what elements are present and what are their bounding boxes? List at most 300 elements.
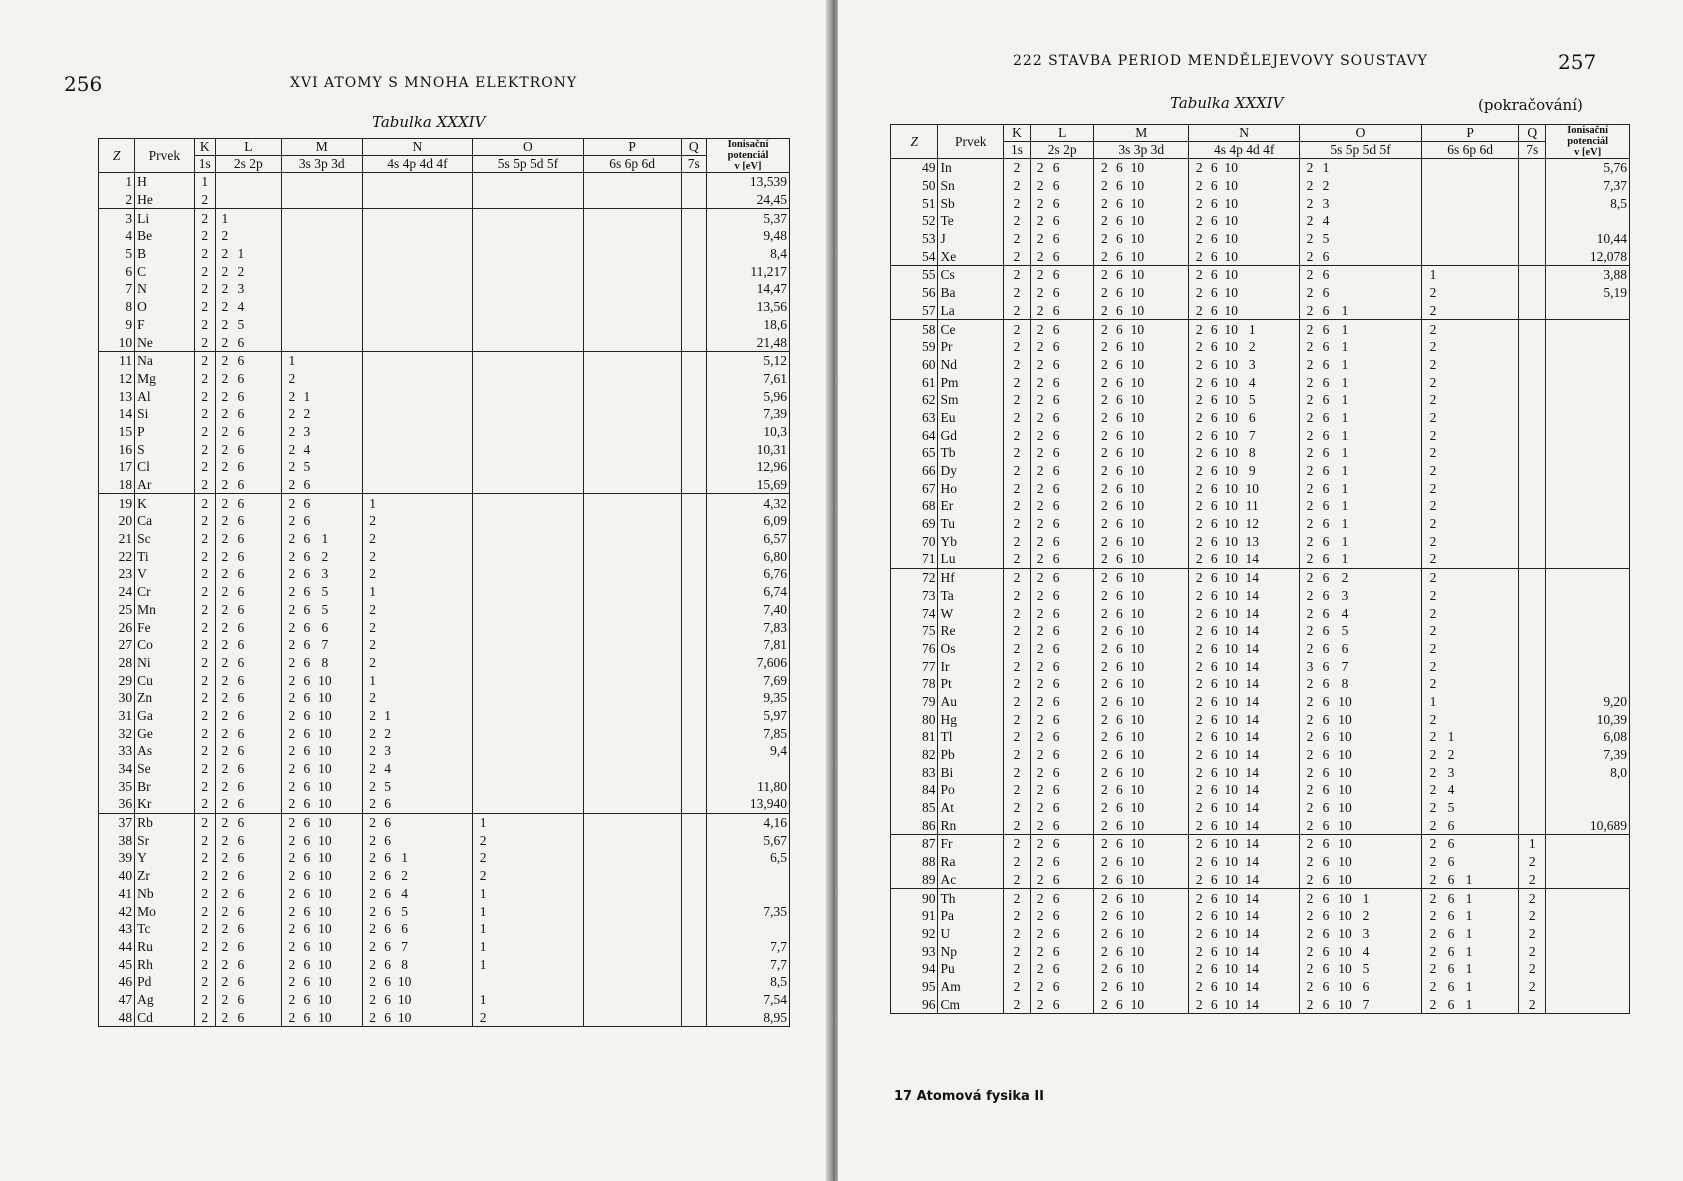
- subshell-count: 2: [221, 850, 229, 866]
- subshell-count: 2: [1306, 925, 1314, 941]
- shell-group: [215, 530, 281, 548]
- subshell-count: 2: [1429, 339, 1437, 355]
- subshell-count: 2: [1100, 302, 1108, 318]
- subshell-count: 2: [221, 246, 229, 262]
- subshell-count: 2: [1100, 605, 1108, 621]
- shell-group: [362, 618, 473, 636]
- shell-group: [1300, 693, 1422, 711]
- table-row: [891, 995, 1630, 1013]
- element-symbol: O: [135, 298, 195, 316]
- subshell-count: 2: [369, 601, 376, 617]
- element-symbol: He: [135, 191, 195, 209]
- subshell-count: 2: [479, 868, 487, 884]
- shell-group: [473, 849, 584, 867]
- shell-group: [1300, 781, 1422, 799]
- element-symbol: S: [135, 440, 195, 458]
- subshell-count: 10: [318, 796, 332, 812]
- subshell-count: 2: [401, 868, 408, 884]
- shell-group: [215, 902, 281, 920]
- shell-group: [215, 955, 281, 973]
- subshell-count: 2: [1306, 587, 1314, 603]
- shell-group: [1094, 194, 1189, 212]
- subshell-count: 6: [1447, 908, 1455, 924]
- subshell-count: 10: [1130, 729, 1145, 745]
- subshell-count: 3: [1306, 658, 1314, 674]
- subshell-count: 6: [384, 815, 391, 831]
- table-row: [891, 728, 1630, 746]
- shell-group: [473, 423, 584, 441]
- subshell-count: 2: [1429, 747, 1437, 763]
- shell-group: [1422, 853, 1519, 871]
- atomic-number: 69: [891, 515, 938, 533]
- subshell-count: 10: [1224, 427, 1239, 443]
- subshell-count: 2: [1195, 427, 1203, 443]
- shell-count: [681, 920, 707, 938]
- subshell-count: 6: [1322, 890, 1330, 906]
- ion-label-2: potenciál: [727, 150, 769, 161]
- subshell-count: 10: [318, 1009, 332, 1025]
- shell-group: [215, 973, 281, 991]
- shell-group: [1300, 587, 1422, 605]
- table-row: [99, 671, 790, 689]
- subshell-count: 2: [221, 406, 229, 422]
- subshell-count: 1: [1341, 392, 1349, 408]
- atomic-number: 66: [891, 462, 938, 480]
- ionization-potential: [707, 760, 790, 778]
- subshell-count: 6: [237, 974, 245, 990]
- shell-group: [1031, 835, 1094, 853]
- shell-group: [1300, 302, 1422, 320]
- subshell-count: 1: [479, 991, 487, 1007]
- subshell-count: 1: [1341, 339, 1349, 355]
- subshell-count: 6: [303, 725, 311, 741]
- subshell-count: 6: [1052, 623, 1060, 639]
- subshell-count: 6: [1115, 267, 1123, 283]
- subshell-count: 5: [1322, 231, 1330, 247]
- subshell-count: 1: [1341, 321, 1349, 337]
- shell-group: [362, 245, 473, 263]
- subshell-count: 2: [369, 974, 376, 990]
- subshell-count: 10: [1130, 890, 1145, 906]
- shell-group: [1422, 320, 1519, 338]
- shell-group: [1300, 871, 1422, 889]
- subshell-count: 10: [318, 885, 332, 901]
- subshell-count: 2: [1306, 943, 1314, 959]
- ionization-potential: [1546, 853, 1630, 871]
- subshell-count: 6: [1052, 676, 1060, 692]
- subshell-count: 2: [1100, 321, 1108, 337]
- shell-group: [473, 583, 584, 601]
- shell-group: [1189, 497, 1300, 515]
- subshell-count: 2: [221, 654, 229, 670]
- subshell-count: 6: [1322, 605, 1330, 621]
- subshell-count: 6: [1322, 729, 1330, 745]
- shell-count: [681, 831, 707, 849]
- subshell-count: 2: [1306, 623, 1314, 639]
- shell-count: [681, 671, 707, 689]
- shell-group: [583, 440, 681, 458]
- subshell-count: 6: [1322, 747, 1330, 763]
- subshell-count: 2: [1036, 587, 1044, 603]
- subshell-count: 2: [1195, 854, 1203, 870]
- table-row: [891, 693, 1630, 711]
- table-row: [891, 925, 1630, 943]
- subshell-count: 5: [237, 316, 245, 332]
- subshell-count: 6: [1115, 605, 1123, 621]
- shell-group: [281, 601, 362, 619]
- shell-group: [1300, 816, 1422, 834]
- subshell-count: 2: [221, 938, 229, 954]
- subshell-count: 2: [369, 938, 376, 954]
- shell-group: [583, 298, 681, 316]
- subshell-count: 6: [1210, 427, 1218, 443]
- ionization-potential: [1546, 426, 1630, 444]
- shell-group: [281, 245, 362, 263]
- shell-group: [473, 262, 584, 280]
- subshell-count: 10: [1130, 961, 1145, 977]
- shell-count: 2: [1519, 960, 1546, 978]
- shell-group: [583, 530, 681, 548]
- subshell-count: 2: [1195, 711, 1203, 727]
- shell-count: 2: [1003, 391, 1030, 409]
- table-row: [891, 302, 1630, 320]
- subshell-count: 6: [1052, 213, 1060, 229]
- shell-count: 2: [1003, 587, 1030, 605]
- subshell-count: 6: [1210, 658, 1218, 674]
- subshell-count: 10: [1130, 427, 1145, 443]
- subshell-count: 2: [1306, 961, 1314, 977]
- shell-group: [281, 849, 362, 867]
- shell-group: [1094, 426, 1189, 444]
- shell-group: [362, 440, 473, 458]
- continued-note: (pokračování): [1478, 96, 1583, 114]
- subshell-count: 6: [1210, 248, 1218, 264]
- subshell-count: 10: [1224, 800, 1239, 816]
- table-row: [99, 760, 790, 778]
- element-symbol: Ni: [135, 654, 195, 672]
- shell-count: [1519, 247, 1546, 265]
- shell-count: 2: [194, 707, 215, 725]
- subshell-count: 6: [1210, 463, 1218, 479]
- shell-count: [681, 440, 707, 458]
- ionization-potential: [1546, 479, 1630, 497]
- shell-count: 2: [194, 333, 215, 351]
- element-symbol: Po: [938, 781, 1004, 799]
- subshell-count: 14: [1245, 836, 1260, 852]
- subshell-count: 2: [288, 495, 296, 511]
- subshell-count: 6: [1447, 854, 1455, 870]
- subshell-count: 2: [1195, 693, 1203, 709]
- shell-group: [1189, 194, 1300, 212]
- shell-count: [681, 262, 707, 280]
- subshell-count: 6: [1052, 605, 1060, 621]
- shell-group: [281, 920, 362, 938]
- ionization-potential: 6,09: [707, 512, 790, 530]
- shell-group: [583, 973, 681, 991]
- subshell-count: 6: [1210, 409, 1218, 425]
- shell-count: [1519, 816, 1546, 834]
- subshell-count: 6: [303, 637, 311, 653]
- shell-group: [362, 351, 473, 369]
- shell-count: [681, 298, 707, 316]
- table-row: [99, 351, 790, 369]
- subshell-count: 10: [1245, 480, 1260, 496]
- shell-group: [281, 565, 362, 583]
- subshell-count: 2: [1195, 961, 1203, 977]
- subshell-count: 6: [1210, 747, 1218, 763]
- subshell-count: 6: [1210, 693, 1218, 709]
- shell-group: [215, 512, 281, 530]
- shell-group: [473, 795, 584, 813]
- subshell-count: 2: [1100, 374, 1108, 390]
- subshell-count: 6: [1322, 248, 1330, 264]
- ionization-potential: [1546, 799, 1630, 817]
- ionization-potential: 8,4: [707, 245, 790, 263]
- subshell-count: 2: [1036, 231, 1044, 247]
- subshell-count: 2: [288, 707, 296, 723]
- shell-group: [281, 298, 362, 316]
- shell-group: [583, 636, 681, 654]
- shell-count: [1519, 587, 1546, 605]
- subshell-count: 10: [1224, 996, 1239, 1012]
- subshell-count: 2: [1306, 374, 1314, 390]
- subshell-count: 6: [1210, 817, 1218, 833]
- subshell-count: 6: [1115, 961, 1123, 977]
- subshell-count: 2: [1429, 711, 1437, 727]
- subshell-count: 6: [237, 423, 245, 439]
- table-row: [891, 763, 1630, 781]
- subshell-count: 2: [1100, 729, 1108, 745]
- subshell-count: 6: [237, 406, 245, 422]
- shell-count: [1519, 622, 1546, 640]
- shell-group: [1094, 515, 1189, 533]
- page-number: 257: [1558, 50, 1597, 74]
- subshell-count: 10: [1130, 764, 1145, 780]
- subshell-count: 2: [1036, 729, 1044, 745]
- subshell-count: 2: [1429, 623, 1437, 639]
- subshell-count: 10: [1130, 871, 1145, 887]
- subshell-count: 6: [303, 974, 311, 990]
- element-symbol: Ba: [938, 284, 1004, 302]
- subshell-count: 6: [1322, 854, 1330, 870]
- subshell-count: 10: [318, 815, 332, 831]
- shell-group: [1189, 995, 1300, 1013]
- shell-count: 2: [1519, 871, 1546, 889]
- table-row: [891, 444, 1630, 462]
- subshell-count: 2: [1429, 302, 1437, 318]
- ionization-potential: 5,37: [707, 209, 790, 227]
- shell-group: [1189, 781, 1300, 799]
- ionization-potential: [707, 867, 790, 885]
- subshell-count: 1: [369, 495, 376, 511]
- subshell-Q: 7s: [681, 156, 707, 173]
- shell-group: [1422, 426, 1519, 444]
- atomic-number: 37: [99, 813, 135, 831]
- shell-group: [583, 831, 681, 849]
- subshell-count: 6: [1115, 213, 1123, 229]
- subshell-count: 2: [1100, 943, 1108, 959]
- shell-group: [1422, 657, 1519, 675]
- subshell-count: 2: [1036, 463, 1044, 479]
- subshell-count: 6: [1052, 267, 1060, 283]
- subshell-count: 2: [1036, 409, 1044, 425]
- shell-K: K: [194, 139, 215, 156]
- subshell-count: 10: [1130, 533, 1145, 549]
- subshell-count: 10: [318, 761, 332, 777]
- subshell-count: 2: [1100, 480, 1108, 496]
- subshell-count: 2: [369, 885, 376, 901]
- subshell-count: 2: [1429, 356, 1437, 372]
- atomic-number: 22: [99, 547, 135, 565]
- element-symbol: Tb: [938, 444, 1004, 462]
- subshell-count: 2: [1195, 943, 1203, 959]
- subshell-count: 2: [221, 832, 229, 848]
- subshell-count: 6: [237, 832, 245, 848]
- subshell-count: 1: [1465, 925, 1473, 941]
- shell-count: 2: [1519, 995, 1546, 1013]
- table-row: [99, 191, 790, 209]
- shell-group: [1031, 995, 1094, 1013]
- subshell-count: 2: [1036, 570, 1044, 586]
- subshell-count: 2: [1195, 676, 1203, 692]
- subshell-count: 2: [1100, 463, 1108, 479]
- shell-group: [1189, 763, 1300, 781]
- shell-count: 2: [194, 494, 215, 512]
- shell-group: [1422, 338, 1519, 356]
- shell-group: [1189, 266, 1300, 284]
- subshell-count: 2: [221, 584, 229, 600]
- shell-count: [681, 689, 707, 707]
- shell-group: [1300, 942, 1422, 960]
- element-symbol: Tc: [135, 920, 195, 938]
- subshell-count: 1: [303, 388, 311, 404]
- subshell-count: 6: [1052, 890, 1060, 906]
- shell-count: 2: [194, 831, 215, 849]
- subshell-count: 2: [1100, 640, 1108, 656]
- subshell-count: 2: [1429, 463, 1437, 479]
- shell-group: [1094, 640, 1189, 658]
- shell-group: [1422, 284, 1519, 302]
- subshell-count: 10: [1130, 267, 1145, 283]
- shell-count: 2: [1519, 907, 1546, 925]
- subshell-count: 10: [1224, 285, 1239, 301]
- shell-group: [473, 351, 584, 369]
- subshell-count: 10: [1224, 943, 1239, 959]
- shell-group: [362, 849, 473, 867]
- subshell-count: 2: [1306, 231, 1314, 247]
- shell-count: 2: [194, 991, 215, 1009]
- subshell-count: 2: [1195, 374, 1203, 390]
- element-symbol: U: [938, 925, 1004, 943]
- subshell-count: 14: [1245, 978, 1260, 994]
- subshell-count: 6: [1322, 978, 1330, 994]
- atomic-number: 94: [891, 960, 938, 978]
- shell-count: 2: [194, 405, 215, 423]
- shell-group: [362, 1008, 473, 1026]
- shell-count: 2: [1003, 781, 1030, 799]
- shell-group: [1422, 159, 1519, 177]
- subshell-count: 2: [1036, 640, 1044, 656]
- subshell-count: 2: [1306, 339, 1314, 355]
- element-symbol: Hg: [938, 710, 1004, 728]
- subshell-count: 10: [318, 974, 332, 990]
- subshell-count: 6: [1052, 747, 1060, 763]
- shell-group: [281, 333, 362, 351]
- subshell-count: 2: [1195, 729, 1203, 745]
- element-symbol: B: [135, 245, 195, 263]
- subshell-count: 2: [1429, 480, 1437, 496]
- col-z: Z: [891, 125, 938, 159]
- table-row: [891, 320, 1630, 338]
- subshell-count: 6: [1052, 356, 1060, 372]
- shell-group: [583, 512, 681, 530]
- subshell-count: 6: [1210, 480, 1218, 496]
- shell-group: [1094, 532, 1189, 550]
- atomic-number: 51: [891, 194, 938, 212]
- subshell-count: 2: [1195, 516, 1203, 532]
- subshell-count: 6: [237, 654, 245, 670]
- atomic-number: 29: [99, 671, 135, 689]
- subshell-count: 2: [1306, 747, 1314, 763]
- shell-group: [281, 795, 362, 813]
- subshell-count: 2: [1306, 605, 1314, 621]
- element-symbol: Os: [938, 640, 1004, 658]
- shell-count: 2: [1003, 835, 1030, 853]
- shell-group: [1094, 373, 1189, 391]
- shell-count: [1519, 373, 1546, 391]
- element-symbol: Mn: [135, 601, 195, 619]
- subshell-count: 6: [1115, 817, 1123, 833]
- subshell-count: 1: [479, 903, 487, 919]
- shell-group: [362, 494, 473, 512]
- subshell-count: 6: [1447, 836, 1455, 852]
- shell-count: [681, 760, 707, 778]
- ionization-potential: 24,45: [707, 191, 790, 209]
- ionization-potential: [1546, 995, 1630, 1013]
- shell-group: [281, 262, 362, 280]
- subshell-count: 6: [303, 1009, 311, 1025]
- subshell-count: 6: [303, 654, 311, 670]
- subshell-count: 10: [1224, 782, 1239, 798]
- subshell-count: 2: [1100, 213, 1108, 229]
- table-row: [891, 960, 1630, 978]
- shell-group: [362, 671, 473, 689]
- shell-group: [1189, 942, 1300, 960]
- subshell-count: 10: [1224, 321, 1239, 337]
- atomic-number: 18: [99, 476, 135, 494]
- subshell-count: 2: [1306, 409, 1314, 425]
- subshell-count: 2: [288, 513, 296, 529]
- shell-group: [1189, 479, 1300, 497]
- subshell-count: 2: [369, 778, 376, 794]
- shell-count: 2: [1003, 497, 1030, 515]
- subshell-count: 6: [237, 850, 245, 866]
- subshell-count: 1: [384, 707, 391, 723]
- shell-group: [1422, 212, 1519, 230]
- subshell-count: 6: [1115, 302, 1123, 318]
- shell-count: 2: [194, 636, 215, 654]
- shell-group: [1189, 835, 1300, 853]
- shell-count: 2: [1003, 675, 1030, 693]
- table-row: [891, 356, 1630, 374]
- atomic-number: 33: [99, 742, 135, 760]
- subshell-count: 1: [1341, 409, 1349, 425]
- shell-count: 2: [1003, 907, 1030, 925]
- subshell-count: 10: [1130, 693, 1145, 709]
- shell-group: [473, 601, 584, 619]
- subshell-count: 2: [1195, 160, 1203, 176]
- ion-label-3: v [eV]: [734, 161, 762, 172]
